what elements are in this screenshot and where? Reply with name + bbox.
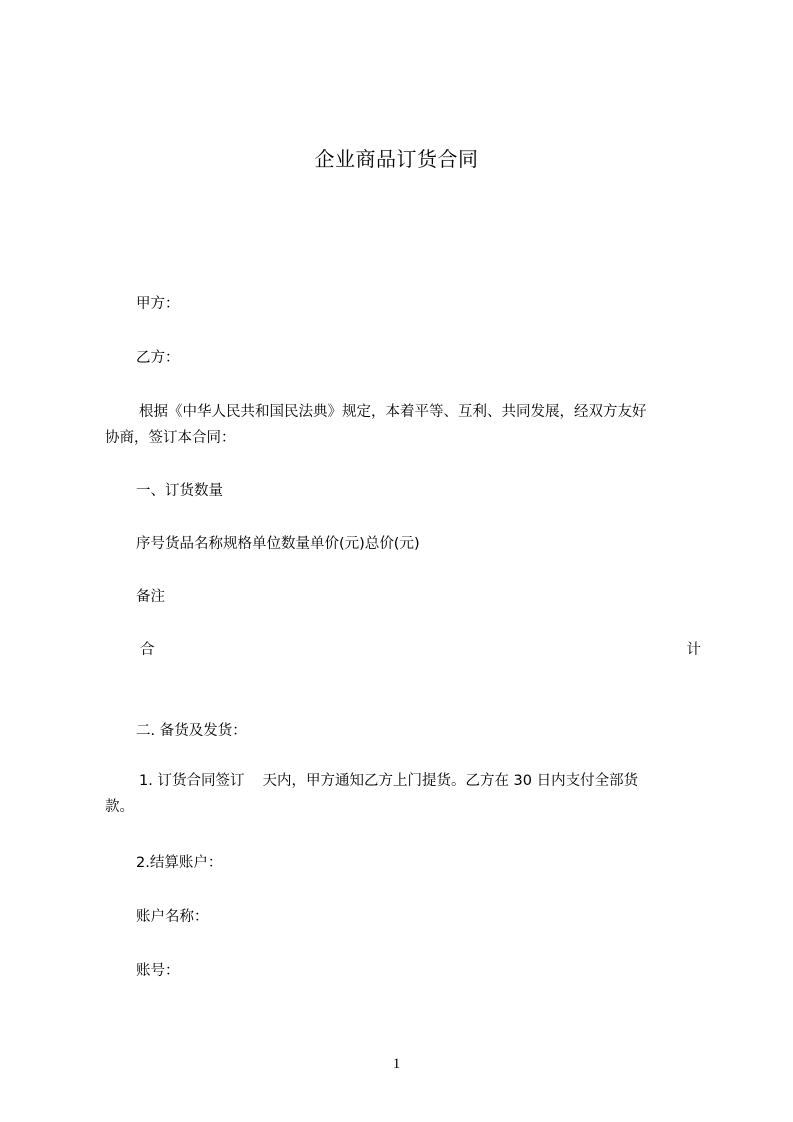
total-label-right: 计 <box>686 642 701 658</box>
party-a-label: 甲方： <box>136 296 180 312</box>
intro-paragraph <box>105 399 701 451</box>
page-number: 1 <box>392 1056 401 1072</box>
settlement-account-label: 2.结算账户： <box>136 855 223 871</box>
delivery-clause-part-a: 1. 订货合同签订 <box>139 773 245 789</box>
intro-line-2: 协商，签订本合同： <box>105 430 236 446</box>
section-2-heading: 二. 备货及发货： <box>136 723 247 739</box>
total-label-left: 合 <box>140 642 155 658</box>
delivery-clause-part-b: 天内，甲方通知乙方上门提货。乙方在 30 日内支付全部货 <box>262 773 639 789</box>
intro-line-1: 根据《中华人民共和国民法典》规定，本着平等、互利、共同发展，经双方友好 <box>139 404 647 420</box>
delivery-clause <box>105 768 701 820</box>
total-row <box>140 638 701 659</box>
section-1-heading: 一、订货数量 <box>136 483 223 499</box>
delivery-clause-line-2: 款。 <box>105 799 134 815</box>
account-name-label: 账户名称： <box>136 909 209 925</box>
remarks-label: 备注 <box>136 589 165 605</box>
order-table-header: 序号货品名称规格单位数量单价(元)总价(元) <box>136 536 420 552</box>
party-b-label: 乙方： <box>136 350 180 366</box>
account-number-label: 账号： <box>136 963 180 979</box>
document-title: 企业商品订货合同 <box>314 147 479 171</box>
